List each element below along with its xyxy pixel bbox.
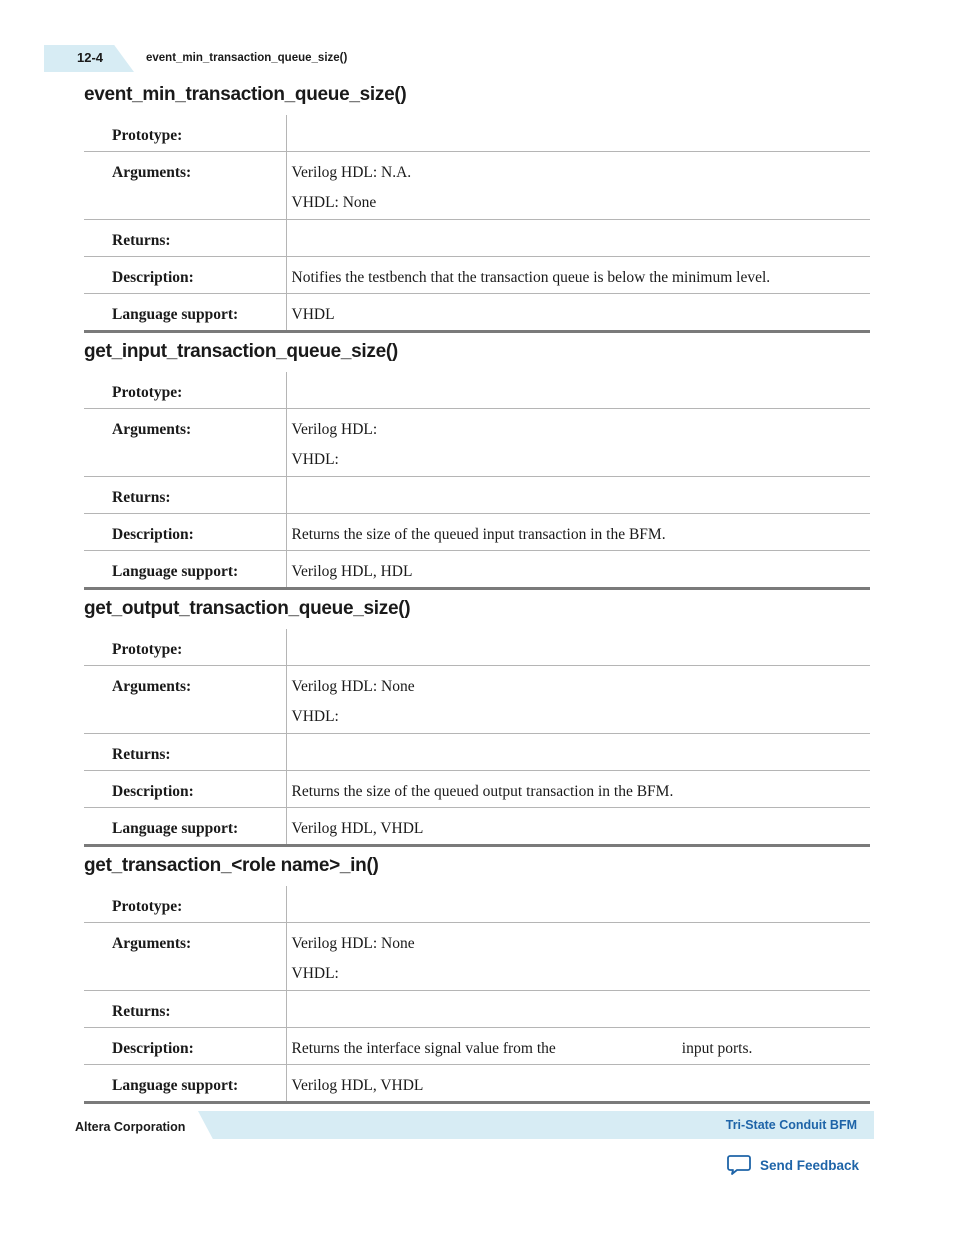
returns-row (84, 991, 870, 1028)
returns-value (286, 991, 870, 1028)
arguments-label: Arguments: (84, 666, 286, 734)
language-label: Language support: (84, 294, 286, 332)
api-table (84, 115, 870, 333)
running-title: event_min_transaction_queue_size() (146, 52, 348, 64)
arguments-verilog: Verilog HDL: N.A. (291, 164, 412, 181)
section-title: event_min_transaction_queue_size() (84, 84, 407, 105)
language-label: Language support: (84, 1065, 286, 1103)
description-label: Description: (84, 257, 286, 294)
prototype-value (286, 629, 870, 666)
description-value (286, 1028, 870, 1065)
returns-value (286, 734, 870, 771)
arguments-vhdl: VHDL: (291, 965, 339, 982)
language-row (84, 294, 870, 332)
prototype-row (84, 629, 870, 666)
arguments-label: Arguments: (84, 152, 286, 220)
arguments-verilog: Verilog HDL: None (291, 678, 415, 695)
prototype-label: Prototype: (112, 898, 183, 915)
page-number: 12-4 (77, 50, 104, 65)
arguments-row (84, 152, 870, 220)
language-row (84, 1065, 870, 1103)
arguments-row (84, 666, 870, 734)
description-text-end: input ports. (681, 1040, 753, 1057)
api-table (84, 886, 870, 1104)
send-feedback-label: Send Feedback (760, 1157, 860, 1173)
description-text-start: Returns the interface signal value from the (291, 1040, 556, 1057)
language-value: Verilog HDL, HDL (286, 551, 870, 589)
description-row (84, 1028, 870, 1065)
returns-row (84, 734, 870, 771)
arguments-label: Arguments: (84, 923, 286, 991)
arguments-label: Arguments: (84, 409, 286, 477)
description-label: Description: (84, 771, 286, 808)
arguments-vhdl: VHDL: (291, 708, 339, 725)
language-value: Verilog HDL, VHDL (286, 808, 870, 846)
description-label: Description: (84, 1028, 286, 1065)
returns-row (84, 477, 870, 514)
prototype-value (286, 886, 870, 923)
language-value: VHDL (286, 294, 870, 332)
returns-label: Returns: (84, 734, 286, 771)
prototype-value (286, 115, 870, 152)
description-row (84, 771, 870, 808)
api-table (84, 629, 870, 847)
arguments-verilog: Verilog HDL: None (291, 935, 415, 952)
footer-doc-title-link[interactable]: Tri-State Conduit BFM (725, 1118, 857, 1132)
returns-row (84, 220, 870, 257)
prototype-label: Prototype: (112, 641, 183, 658)
description-row (84, 257, 870, 294)
arguments-value (286, 923, 870, 991)
prototype-row (84, 115, 870, 152)
arguments-vhdl: VHDL: None (291, 194, 377, 211)
arguments-value (286, 666, 870, 734)
language-value: Verilog HDL, VHDL (286, 1065, 870, 1103)
prototype-row (84, 886, 870, 923)
description-value: Notifies the testbench that the transaction queue is below the minimum level. (286, 257, 870, 294)
description-label: Description: (84, 514, 286, 551)
language-row (84, 551, 870, 589)
prototype-label: Prototype: (112, 127, 183, 144)
description-value: Returns the size of the queued output transaction in the BFM. (286, 771, 870, 808)
returns-label: Returns: (84, 991, 286, 1028)
prototype-label: Prototype: (112, 384, 183, 401)
language-label: Language support: (84, 551, 286, 589)
arguments-verilog: Verilog HDL: (291, 421, 378, 438)
arguments-value (286, 152, 870, 220)
language-label: Language support: (84, 808, 286, 846)
arguments-value (286, 409, 870, 477)
section-title: get_transaction_<role name>_in() (84, 855, 379, 876)
section-title: get_input_transaction_queue_size() (84, 341, 398, 362)
description-value: Returns the size of the queued input transaction in the BFM. (286, 514, 870, 551)
send-feedback-link[interactable] (727, 1154, 859, 1176)
returns-value (286, 220, 870, 257)
description-row (84, 514, 870, 551)
api-table (84, 372, 870, 590)
returns-label: Returns: (84, 477, 286, 514)
footer-company: Altera Corporation (75, 1120, 186, 1134)
section-title: get_output_transaction_queue_size() (84, 598, 411, 619)
returns-label: Returns: (84, 220, 286, 257)
returns-value (286, 477, 870, 514)
prototype-row (84, 372, 870, 409)
speech-bubble-icon (727, 1154, 751, 1176)
arguments-row (84, 923, 870, 991)
prototype-value (286, 372, 870, 409)
language-row (84, 808, 870, 846)
arguments-vhdl: VHDL: (291, 451, 339, 468)
arguments-row (84, 409, 870, 477)
